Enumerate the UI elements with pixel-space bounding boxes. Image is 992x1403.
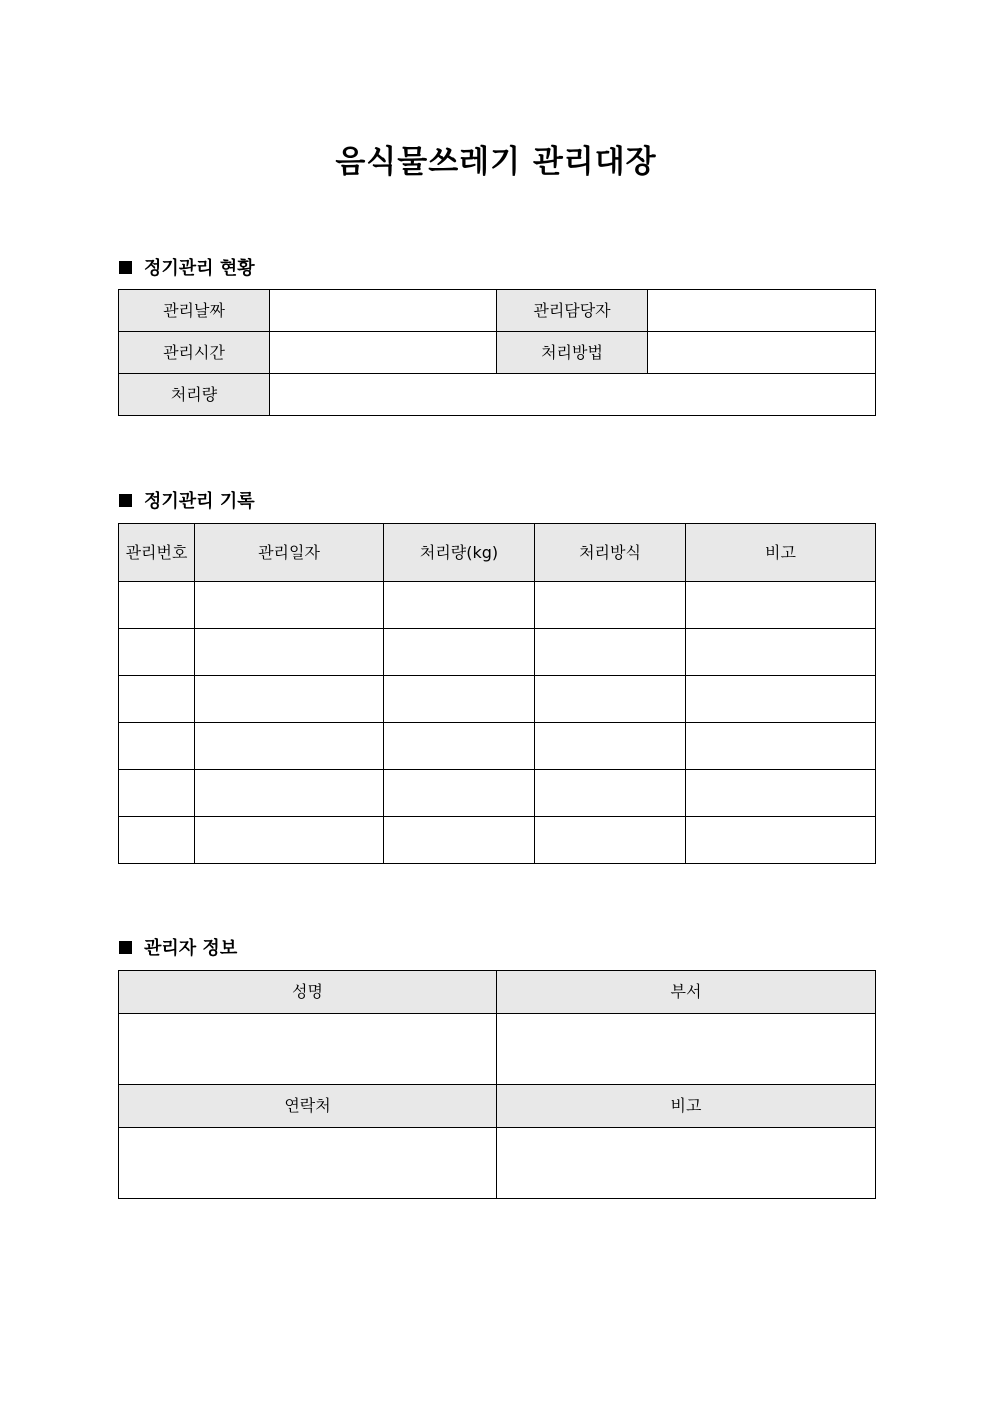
label-amount: 처리량 <box>119 374 270 416</box>
status-table <box>118 289 876 416</box>
table-cell[interactable] <box>535 770 686 817</box>
label-time: 관리시간 <box>119 332 270 374</box>
table-cell[interactable] <box>384 770 535 817</box>
table-cell[interactable] <box>686 770 876 817</box>
table-cell[interactable] <box>195 629 384 676</box>
section-heading-records <box>119 487 255 513</box>
label-manager: 관리담당자 <box>497 290 648 332</box>
field-time[interactable] <box>270 332 497 374</box>
table-row <box>119 817 876 864</box>
table-cell[interactable] <box>119 723 195 770</box>
table-cell[interactable] <box>119 629 195 676</box>
table-cell[interactable] <box>686 817 876 864</box>
field-amount[interactable] <box>270 374 876 416</box>
label-department: 부서 <box>497 971 876 1014</box>
field-department[interactable] <box>497 1014 876 1085</box>
table-cell[interactable] <box>535 629 686 676</box>
table-cell[interactable] <box>195 817 384 864</box>
field-remarks[interactable] <box>497 1128 876 1199</box>
field-method[interactable] <box>648 332 876 374</box>
header-method: 처리방식 <box>535 524 686 582</box>
section-heading-manager-info <box>119 934 237 960</box>
table-cell[interactable] <box>535 817 686 864</box>
section-heading-status <box>119 254 255 280</box>
table-row <box>119 723 876 770</box>
field-manager[interactable] <box>648 290 876 332</box>
header-amount: 처리량(kg) <box>384 524 535 582</box>
table-cell[interactable] <box>195 676 384 723</box>
records-table <box>118 523 876 864</box>
table-cell[interactable] <box>384 629 535 676</box>
table-row <box>119 676 876 723</box>
header-remarks: 비고 <box>686 524 876 582</box>
table-cell[interactable] <box>195 582 384 629</box>
manager-info-table <box>118 970 876 1199</box>
label-method: 처리방법 <box>497 332 648 374</box>
header-number: 관리번호 <box>119 524 195 582</box>
field-date[interactable] <box>270 290 497 332</box>
table-cell[interactable] <box>384 582 535 629</box>
square-bullet-icon <box>119 261 132 274</box>
section-heading-text: 관리자 정보 <box>144 938 238 959</box>
field-contact[interactable] <box>119 1128 497 1199</box>
square-bullet-icon <box>119 494 132 507</box>
table-cell[interactable] <box>535 582 686 629</box>
table-cell[interactable] <box>119 676 195 723</box>
table-cell[interactable] <box>384 723 535 770</box>
table-row <box>119 629 876 676</box>
square-bullet-icon <box>119 941 132 954</box>
table-cell[interactable] <box>535 676 686 723</box>
label-contact: 연락처 <box>119 1085 497 1128</box>
table-row <box>119 582 876 629</box>
table-cell[interactable] <box>686 582 876 629</box>
label-remarks: 비고 <box>497 1085 876 1128</box>
table-cell[interactable] <box>195 770 384 817</box>
header-date: 관리일자 <box>195 524 384 582</box>
label-date: 관리날짜 <box>119 290 270 332</box>
table-cell[interactable] <box>119 582 195 629</box>
table-cell[interactable] <box>119 817 195 864</box>
table-cell[interactable] <box>686 629 876 676</box>
table-cell[interactable] <box>686 676 876 723</box>
label-name: 성명 <box>119 971 497 1014</box>
table-cell[interactable] <box>384 676 535 723</box>
table-cell[interactable] <box>195 723 384 770</box>
table-cell[interactable] <box>686 723 876 770</box>
table-cell[interactable] <box>535 723 686 770</box>
page-title: 음식물쓰레기 관리대장 <box>335 144 657 180</box>
field-name[interactable] <box>119 1014 497 1085</box>
table-row <box>119 770 876 817</box>
table-cell[interactable] <box>119 770 195 817</box>
section-heading-text: 정기관리 기록 <box>144 491 255 512</box>
section-heading-text: 정기관리 현황 <box>144 258 255 279</box>
table-cell[interactable] <box>384 817 535 864</box>
